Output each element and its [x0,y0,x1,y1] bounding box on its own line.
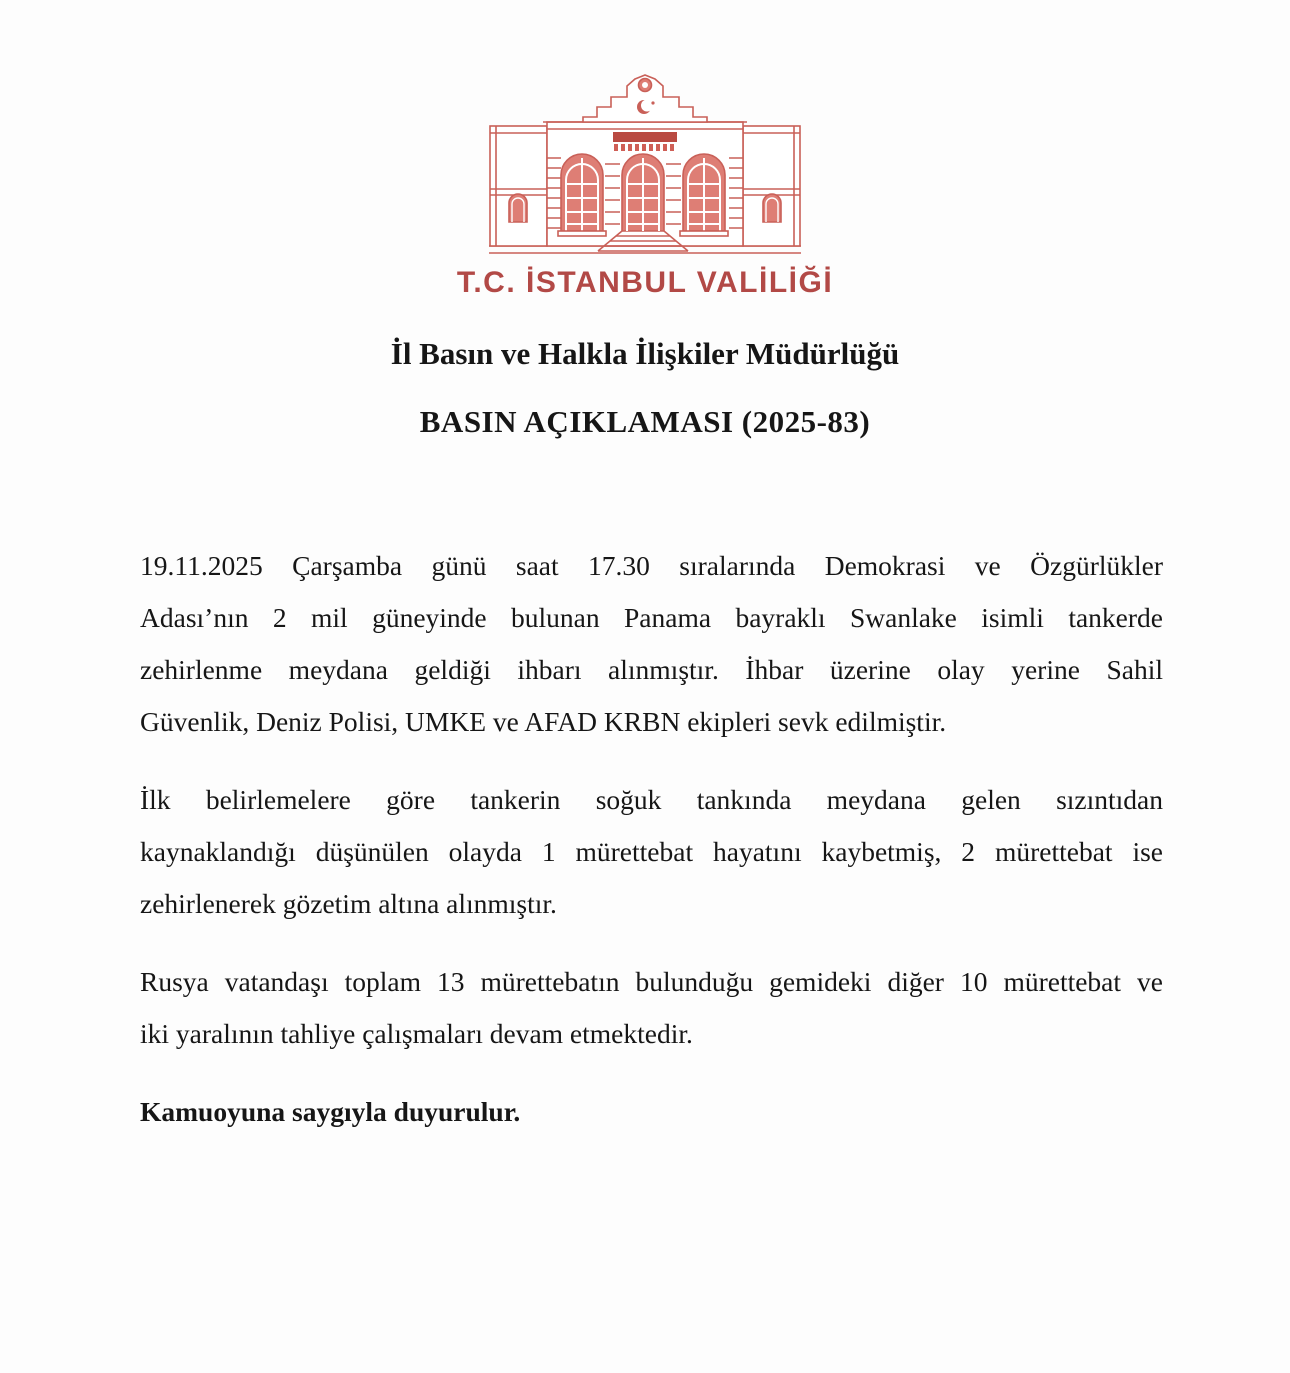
document-line: zehirlenerek gözetim altına alınmıştır. [140,888,557,919]
press-release-title: BASIN AÇIKLAMASI (2025-83) [419,404,871,439]
department-title: İl Basın ve Halkla İlişkiler Müdürlüğü [390,336,900,371]
document-line: kaynaklandığı düşünülen olayda 1 mürettebat hayatını kaybetmiş, 2 mürettebat ise [140,836,1163,867]
paragraph-3 [140,956,1163,1060]
document-line: 19.11.2025 Çarşamba günü saat 17.30 sıralarında Demokrasi ve Özgürlükler [140,550,1163,581]
government-building-icon [487,74,803,260]
document-line: Rusya vatandaşı toplam 13 mürettebatın bulunduğu gemideki diğer 10 mürettebat ve [140,966,1163,997]
document-line: zehirlenme meydana geldiği ihbarı alınmıştır. İhbar üzerine olay yerine Sahil [140,654,1163,685]
document-line: Adası’nın 2 mil güneyinde bulunan Panama bayraklı Swanlake isimli tankerde [140,602,1163,633]
document-line: İlk belirlemelere göre tankerin soğuk tankında meydana gelen sızıntıdan [140,784,1163,815]
document-line: Güvenlik, Deniz Polisi, UMKE ve AFAD KRBN ekipleri sevk edilmiştir. [140,706,947,737]
closing-statement: Kamuoyuna saygıyla duyurulur. [140,1096,521,1127]
document-body [140,540,1163,1138]
paragraph-2 [140,774,1163,930]
paragraph-1 [140,540,1163,748]
istanbul-valiligi-logo [0,74,1290,300]
document-line: iki yaralının tahliye çalışmaları devam etmektedir. [140,1018,693,1049]
org-name: T.C. İSTANBUL VALİLİĞİ [456,266,834,299]
